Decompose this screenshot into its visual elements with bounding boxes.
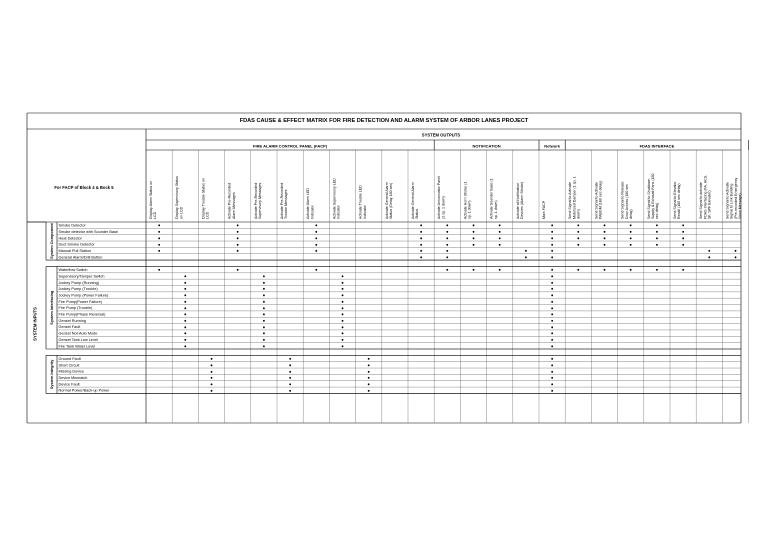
matrix-mark: ● <box>550 368 554 374</box>
matrix-mark: ● <box>577 235 580 241</box>
matrix-mark: ● <box>550 337 554 342</box>
column-header: Supervisory Messages <box>258 182 262 219</box>
column-header: Display Trouble Status on <box>201 178 206 219</box>
matrix-mark: ● <box>262 343 266 349</box>
matrix-mark: ● <box>446 248 449 254</box>
matrix-mark: ● <box>236 235 239 241</box>
row-label: Manual Pull Station <box>58 249 92 253</box>
matrix-mark: ● <box>498 235 501 241</box>
matrix-mark: ● <box>315 248 318 254</box>
column-header: Send Signal to Elevator <box>673 181 677 219</box>
matrix-mark: ● <box>655 241 659 247</box>
matrix-mark: ● <box>157 235 161 241</box>
matrix-mark: ● <box>341 330 344 336</box>
row-label: Waterflow Switch <box>58 268 88 273</box>
matrix-mark: ● <box>288 356 292 362</box>
matrix-mark: ● <box>629 222 632 228</box>
matrix-mark: ● <box>210 381 213 387</box>
matrix-mark: ● <box>550 298 554 304</box>
matrix-mark: ● <box>341 311 344 317</box>
row-label: Device Fault <box>58 382 80 387</box>
matrix-mark: ● <box>550 292 554 298</box>
column-header: Activate Pre-Recorded <box>227 182 232 219</box>
column-header: (Pre-recorded Emergency <box>733 177 738 219</box>
matrix-mark: ● <box>550 241 554 247</box>
output-group-label: FIRE ALARM CONTROL PANEL (FACP) <box>253 143 328 149</box>
matrix-mark: ● <box>550 279 554 285</box>
section-label: System Component <box>49 223 54 259</box>
matrix-mark: ● <box>262 337 266 342</box>
column-header: Activate General Alarm <box>411 182 415 219</box>
matrix-mark: ● <box>184 317 187 323</box>
matrix-mark: ● <box>498 222 501 228</box>
column-header: LCD <box>153 211 158 219</box>
matrix-mark: ● <box>288 381 292 387</box>
matrix-mark: ● <box>184 324 187 330</box>
matrix-mark: ● <box>236 222 239 228</box>
matrix-mark: ● <box>577 229 580 235</box>
matrix-mark: ● <box>550 286 554 292</box>
matrix-mark: ● <box>262 330 266 336</box>
matrix-mark: ● <box>446 254 449 260</box>
matrix-mark: ● <box>210 375 213 381</box>
matrix-mark: ● <box>341 305 344 311</box>
row-label: Fire Pump(Phase Reversal) <box>58 312 106 317</box>
matrix-mark: ● <box>262 292 266 298</box>
output-group-label: NOTIFICATION <box>472 143 501 149</box>
column-header: Status <box>415 208 420 219</box>
matrix-mark: ● <box>341 337 344 342</box>
matrix-title: FDAS CAUSE & EFFECT MATRIX FOR FIRE DETECTION AND ALARM SYSTEM OF ARBOR LANES PROJECT <box>239 118 529 124</box>
column-header: Indicator <box>362 205 367 219</box>
matrix-mark: ● <box>262 305 266 311</box>
column-header: Activate Supervisory LED <box>332 178 337 219</box>
matrix-mark: ● <box>315 229 318 235</box>
matrix-mark: ● <box>367 368 370 374</box>
matrix-mark: ● <box>262 311 266 317</box>
matrix-mark: ● <box>315 222 318 228</box>
matrix-mark: ● <box>315 241 318 247</box>
matrix-mark: ● <box>288 375 292 381</box>
row-label: Jockey Pump (Trouble) <box>58 287 98 292</box>
matrix-mark: ● <box>367 362 370 368</box>
column-header: Activate all Notification <box>515 182 520 219</box>
row-label: Supervisory/Tamper Switch <box>58 274 105 279</box>
column-header: Alarm Messages <box>231 192 236 219</box>
matrix-mark: ● <box>655 235 659 241</box>
column-header: down) <box>576 209 581 219</box>
matrix-mark: ● <box>524 248 528 254</box>
matrix-mark: ● <box>236 248 239 254</box>
matrix-mark: ● <box>498 241 501 247</box>
matrix-mark: ● <box>262 273 266 279</box>
matrix-mark: ● <box>184 337 187 342</box>
row-label: Device Mismatch <box>58 376 88 380</box>
matrix-mark: ● <box>288 368 292 374</box>
column-header: Signal to Link Building <box>729 183 734 219</box>
matrix-mark: ● <box>550 356 554 362</box>
matrix-mark: ● <box>262 317 266 323</box>
matrix-mark: ● <box>210 356 213 362</box>
column-header: Activate Sounder Base (1 <box>489 178 494 219</box>
matrix-mark: ● <box>367 381 370 387</box>
matrix-mark: ● <box>419 254 423 260</box>
matrix-mark: ● <box>550 324 554 330</box>
column-header: Display Alarm Status on <box>149 180 153 219</box>
row-label: Short Circuit <box>58 363 80 368</box>
row-label: General Alarm/Drill Button <box>58 255 103 260</box>
matrix-mark: ● <box>288 387 292 393</box>
matrix-mark: ● <box>236 229 239 235</box>
matrix-mark: ● <box>734 254 737 260</box>
matrix-mark: ● <box>472 241 475 247</box>
matrix-mark: ● <box>550 273 554 279</box>
matrix-mark: ● <box>446 229 449 235</box>
matrix-mark: ● <box>341 298 344 304</box>
matrix-mark: ● <box>550 375 554 381</box>
matrix-mark: ● <box>184 286 187 292</box>
row-label: Fire Pump (Trouble) <box>58 306 93 311</box>
column-header: Voice Message) <box>738 193 742 219</box>
matrix-mark: ● <box>367 356 370 362</box>
row-label: Heat Detector <box>58 236 82 241</box>
matrix-mark: ● <box>341 343 344 349</box>
matrix-mark: ● <box>184 298 187 304</box>
section-label: System Interfacing <box>49 290 54 325</box>
matrix-mark: ● <box>236 241 239 247</box>
matrix-mark: ● <box>341 292 344 298</box>
matrix-mark: ● <box>629 267 632 273</box>
matrix-mark: ● <box>315 235 318 241</box>
matrix-mark: ● <box>157 248 161 254</box>
column-header: Supply & Exhaust Fans (180 <box>651 173 655 219</box>
column-header: Send Signal to Activate <box>725 182 730 219</box>
column-header: delay) <box>629 209 633 219</box>
matrix-mark: ● <box>550 362 554 368</box>
matrix-mark: ● <box>603 235 606 241</box>
section-label: System Integrity <box>49 359 54 390</box>
matrix-mark: ● <box>629 229 632 235</box>
row-label: Fire Pump(Power Failure) <box>58 299 102 304</box>
column-header: Send Signal to Activate <box>568 182 573 219</box>
matrix-mark: ● <box>629 235 632 241</box>
matrix-mark: ● <box>681 235 685 241</box>
column-header: Activate Horn Strobe (1 <box>463 181 468 219</box>
row-label: Smoke detector with Sounder Base <box>58 229 119 234</box>
row-label: Genset Tank Low Level <box>58 337 98 342</box>
matrix-mark: ● <box>419 248 423 254</box>
matrix-mark: ● <box>550 222 554 228</box>
matrix-mark: ● <box>341 279 344 285</box>
column-header: Main FACP <box>542 200 546 219</box>
matrix-mark: ● <box>157 222 161 228</box>
row-label: Duct Smoke Detector <box>58 242 95 247</box>
row-label: Jockey Pump (Running) <box>58 280 100 285</box>
matrix-mark: ● <box>550 330 554 336</box>
column-header: sec delay) <box>655 202 660 219</box>
matrix-mark: ● <box>184 343 187 349</box>
matrix-mark: ● <box>446 267 449 273</box>
column-header: PABGM (180 sec delay) <box>598 180 603 219</box>
matrix-mark: ● <box>681 267 685 273</box>
column-header: Door Access (180 sec <box>624 184 629 219</box>
matrix-mark: ● <box>603 267 606 273</box>
column-header: FDAS Interfacing (FA, ACS, <box>703 174 708 219</box>
matrix-mark: ● <box>550 254 554 260</box>
matrix-mark: ● <box>550 229 554 235</box>
matrix-mark: ● <box>184 305 187 311</box>
column-header: Trouble Messages <box>284 189 289 219</box>
row-label: Genset Fault <box>58 325 81 330</box>
row-label: Jockey Pump (Power Failure) <box>58 293 109 298</box>
matrix-mark: ● <box>603 241 606 247</box>
column-header: Send Signal to Activate <box>594 182 599 219</box>
matrix-mark: ● <box>157 241 161 247</box>
matrix-mark: ● <box>210 368 213 374</box>
matrix-mark: ● <box>210 387 213 393</box>
matrix-mark: ● <box>157 229 161 235</box>
matrix-mark: ● <box>577 267 580 273</box>
matrix-mark: ● <box>210 362 213 368</box>
column-header: Display Supervisory Status <box>175 176 180 219</box>
matrix-mark: ● <box>472 235 475 241</box>
matrix-mark: ● <box>419 222 423 228</box>
matrix-mark: ● <box>236 267 239 273</box>
matrix-mark: ● <box>341 273 344 279</box>
matrix-mark: ● <box>419 241 423 247</box>
column-header: Activate Alarm LED <box>306 188 311 219</box>
matrix-mark: ● <box>603 229 606 235</box>
matrix-mark: ● <box>681 222 685 228</box>
matrix-mark: ● <box>681 229 685 235</box>
matrix-mark: ● <box>419 235 423 241</box>
matrix-mark: ● <box>184 279 187 285</box>
column-header: Motorized Damper (1 sp, 1 <box>572 176 577 219</box>
matrix-mark: ● <box>550 267 554 273</box>
row-label: Normal Power/Back-up Power <box>58 388 110 393</box>
matrix-mark: ● <box>550 317 554 323</box>
matrix-mark: ● <box>681 241 685 247</box>
matrix-mark: ● <box>472 222 475 228</box>
column-header: on LCD <box>179 206 184 219</box>
column-header: Activate Annunciator Panel <box>437 176 442 219</box>
row-label: Ground Fault <box>58 356 81 361</box>
matrix-mark: ● <box>341 324 344 330</box>
column-header: Activate Pre-Recorded <box>280 182 284 219</box>
row-label: Fire Tank Water Level <box>58 344 96 349</box>
matrix-mark: ● <box>550 235 554 241</box>
column-header: LCD <box>205 211 210 219</box>
row-label: Genset Running <box>58 318 86 323</box>
matrix-mark: ● <box>184 273 187 279</box>
matrix-mark: ● <box>498 229 501 235</box>
matrix-mark: ● <box>262 286 266 292</box>
matrix-mark: ● <box>446 235 449 241</box>
column-header: sp, 1 down) <box>493 200 498 219</box>
system-outputs-label: SYSTEM OUTPUTS <box>421 132 461 138</box>
block-label: For FACP of Block 4 & Bock 5 <box>54 185 114 190</box>
matrix-mark: ● <box>629 241 632 247</box>
matrix-mark: ● <box>498 267 501 273</box>
matrix-mark: ● <box>367 387 370 393</box>
matrix-mark: ● <box>184 330 187 336</box>
output-group-label: Network <box>544 143 560 149</box>
matrix-mark: ● <box>184 292 187 298</box>
matrix-mark: ● <box>734 248 737 254</box>
output-group-label: FDAS INTERFACE <box>639 143 675 149</box>
column-header: SF, SPF Elevator) <box>707 190 712 219</box>
matrix-mark: ● <box>262 324 266 330</box>
matrix-mark: ● <box>550 381 554 387</box>
column-header: sp, 1 down) <box>467 200 472 219</box>
column-header: Send Signal to activate <box>699 182 704 219</box>
matrix-mark: ● <box>315 267 318 273</box>
matrix-mark: ● <box>550 343 554 349</box>
matrix-mark: ● <box>472 267 475 273</box>
column-header: Send Signal to Shutdown <box>646 178 651 219</box>
matrix-mark: ● <box>550 387 554 393</box>
matrix-mark: ● <box>446 222 449 228</box>
column-header: Send Signal to Release <box>620 181 625 219</box>
row-label: Genset Not-Auto Mode <box>58 331 98 336</box>
matrix-mark: ● <box>550 305 554 311</box>
column-header: Indicator <box>336 205 341 219</box>
matrix-mark: ● <box>341 286 344 292</box>
matrix-mark: ● <box>655 229 659 235</box>
row-label: Missing Device <box>58 369 85 374</box>
matrix-mark: ● <box>419 229 423 235</box>
matrix-mark: ● <box>341 317 344 323</box>
matrix-mark: ● <box>577 241 580 247</box>
matrix-mark: ● <box>157 267 161 273</box>
column-header: Activate General Alarm <box>384 182 389 219</box>
matrix-mark: ● <box>472 229 475 235</box>
matrix-mark: ● <box>262 279 266 285</box>
column-header: Status (Delay 180 sec) <box>389 182 393 219</box>
column-header: Devices (Alarm Strobe) <box>520 181 524 219</box>
matrix-mark: ● <box>577 222 580 228</box>
matrix-mark: ● <box>655 267 659 273</box>
column-header: Recall (180 sec delay) <box>677 183 682 219</box>
matrix-mark: ● <box>655 222 659 228</box>
matrix-mark: ● <box>550 311 554 317</box>
matrix-mark: ● <box>184 311 187 317</box>
column-header: Activate Trouble LED <box>358 185 363 219</box>
column-header: (2 sp, 1 down) <box>441 196 446 219</box>
column-header: Activate Pre-Recorded <box>253 182 258 219</box>
matrix-mark: ● <box>288 362 292 368</box>
matrix-mark: ● <box>708 254 711 260</box>
matrix-mark: ● <box>367 375 370 381</box>
row-label: Smoke Detector <box>58 223 86 228</box>
matrix-mark: ● <box>446 241 449 247</box>
matrix-mark: ● <box>708 248 711 254</box>
system-inputs-label: SYSTEM INPUTS <box>32 307 38 341</box>
matrix-mark: ● <box>524 254 528 260</box>
column-header: Indicator <box>310 205 315 219</box>
matrix-mark: ● <box>550 248 554 254</box>
matrix-mark: ● <box>603 222 606 228</box>
matrix-mark: ● <box>262 298 266 304</box>
